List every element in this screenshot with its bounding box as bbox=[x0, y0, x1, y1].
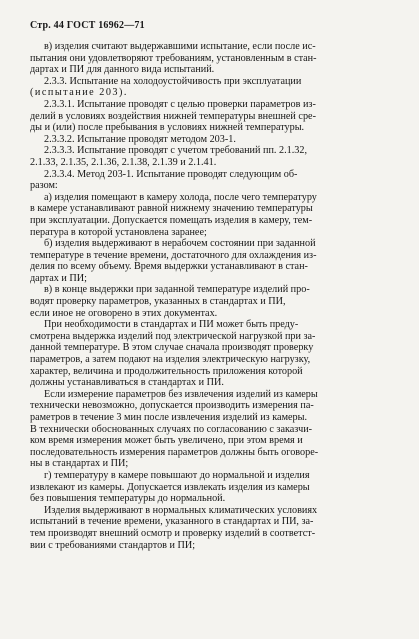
text-line: раметров в течение 3 мин после извлечения изделий из камеры. bbox=[30, 412, 308, 423]
text-line: если иное не оговорено в этих документах. bbox=[30, 307, 218, 319]
text-line: 2.3.3.3. Испытание проводят с учетом требований пп. 2.1.32, bbox=[44, 145, 308, 157]
text-line: испытаний в течение времени, указанного в стандартах и ПИ, за- bbox=[30, 516, 314, 528]
text-line: дартах и ПИ; bbox=[30, 272, 87, 284]
paragraph bbox=[30, 99, 395, 134]
text-line: В технически обоснованных случаях по согласованию с заказчи- bbox=[30, 423, 313, 435]
text-line: разом: bbox=[30, 180, 58, 192]
text-line: (испытание 203). bbox=[30, 87, 128, 99]
text-line: 2.3.3.4. Метод 203-1. Испытание проводят следующим об- bbox=[44, 168, 298, 180]
text-line: ком время измерения может быть увеличено, при этом время и bbox=[30, 435, 303, 447]
text-line: параметров, а затем подают на изделия электрическую нагрузку, bbox=[30, 354, 311, 366]
paragraph bbox=[30, 134, 395, 146]
text-line: при эксплуатации. Допускается помещать изделия в камеру, тем- bbox=[30, 214, 313, 226]
text-line: делий в условиях воздействия нижней температуры внешней сре- bbox=[30, 110, 316, 122]
text-line: без повышения температуры до нормальной. bbox=[30, 493, 226, 505]
text-line: б) изделия выдерживают в нерабочем состоянии при заданной bbox=[44, 238, 316, 250]
text-line: 2.3.3.2. Испытание проводят методом 203-1. bbox=[44, 133, 236, 145]
paragraph bbox=[30, 470, 395, 505]
text-line: г) температуру в камере повышают до нормальной и изделия bbox=[44, 469, 310, 481]
text-line: вии с требованиями стандартов и ПИ; bbox=[30, 539, 196, 551]
text-line: в камере устанавливают равной нижнему значению температуры bbox=[30, 203, 313, 215]
paragraph bbox=[30, 145, 395, 168]
text-line: последовательность измерения параметров должны быть оговоре- bbox=[30, 446, 319, 458]
document-body bbox=[30, 41, 395, 551]
paragraph bbox=[30, 192, 395, 238]
text-line: ны в стандартах и ПИ; bbox=[30, 458, 129, 470]
text-line: 2.3.3.1. Испытание проводят с целью проверки параметров из- bbox=[44, 98, 316, 110]
text-line: смотрена выдержка изделий под электрической нагрузкой при за- bbox=[30, 330, 316, 342]
text-line: 2.3.3. Испытание на холодоустойчивость при эксплуатации bbox=[44, 75, 302, 87]
paragraph bbox=[30, 169, 395, 192]
page-header: Стр. 44 ГОСТ 16962—71 bbox=[30, 20, 145, 31]
text-line: При необходимости в стандартах и ПИ может быть преду- bbox=[44, 319, 299, 331]
paragraph bbox=[30, 238, 395, 284]
text-line: данной температуре. В этом случае сначала производят проверку bbox=[30, 342, 314, 354]
text-line: пература в которой установлена заранее; bbox=[30, 226, 207, 238]
paragraph bbox=[30, 76, 395, 99]
text-line: делия по всему объему. Время выдержки устанавливают в стан- bbox=[30, 261, 308, 273]
text-line: дартах и ПИ для данного вида испытаний. bbox=[30, 64, 215, 76]
text-line: пытания они удовлетворяют требованиям, установленным в стан- bbox=[30, 52, 317, 64]
text-line: 2.1.33, 2.1.35, 2.1.36, 2.1.38, 2.1.39 и 2.1.41. bbox=[30, 156, 217, 168]
paragraph bbox=[30, 389, 395, 470]
text-line: в) изделия считают выдержавшими испытание, если после ис- bbox=[44, 41, 316, 52]
text-line: технически невозможно, допускается производить измерения па- bbox=[30, 400, 314, 412]
text-line: извлекают из камеры. Допускается извлекать изделия из камеры bbox=[30, 481, 310, 493]
paragraph bbox=[30, 505, 395, 551]
text-line: Если измерение параметров без извлечения изделий из камеры bbox=[44, 388, 318, 400]
paragraph bbox=[30, 319, 395, 389]
paragraph bbox=[30, 284, 395, 319]
text-line: Изделия выдерживают в нормальных климатических условиях bbox=[44, 504, 318, 516]
text-line: тем производят внешний осмотр и проверку изделий в соответст- bbox=[30, 527, 316, 539]
text-line: должны устанавливаться в стандартах и ПИ. bbox=[30, 377, 224, 389]
text-line: а) изделия помещают в камеру холода, после чего температуру bbox=[44, 191, 317, 203]
text-line: водят проверку параметров, указанных в стандартах и ПИ, bbox=[30, 296, 286, 308]
text-line: ды и (или) после пребывания в условиях нижней температуры. bbox=[30, 122, 305, 134]
text-line: характер, величина и продолжительность приложения которой bbox=[30, 365, 303, 377]
text-line: в) в конце выдержки при заданной температуре изделий про- bbox=[44, 284, 310, 296]
text-line: температуре в течение времени, достаточного для охлаждения из- bbox=[30, 249, 317, 261]
paragraph bbox=[30, 41, 395, 76]
